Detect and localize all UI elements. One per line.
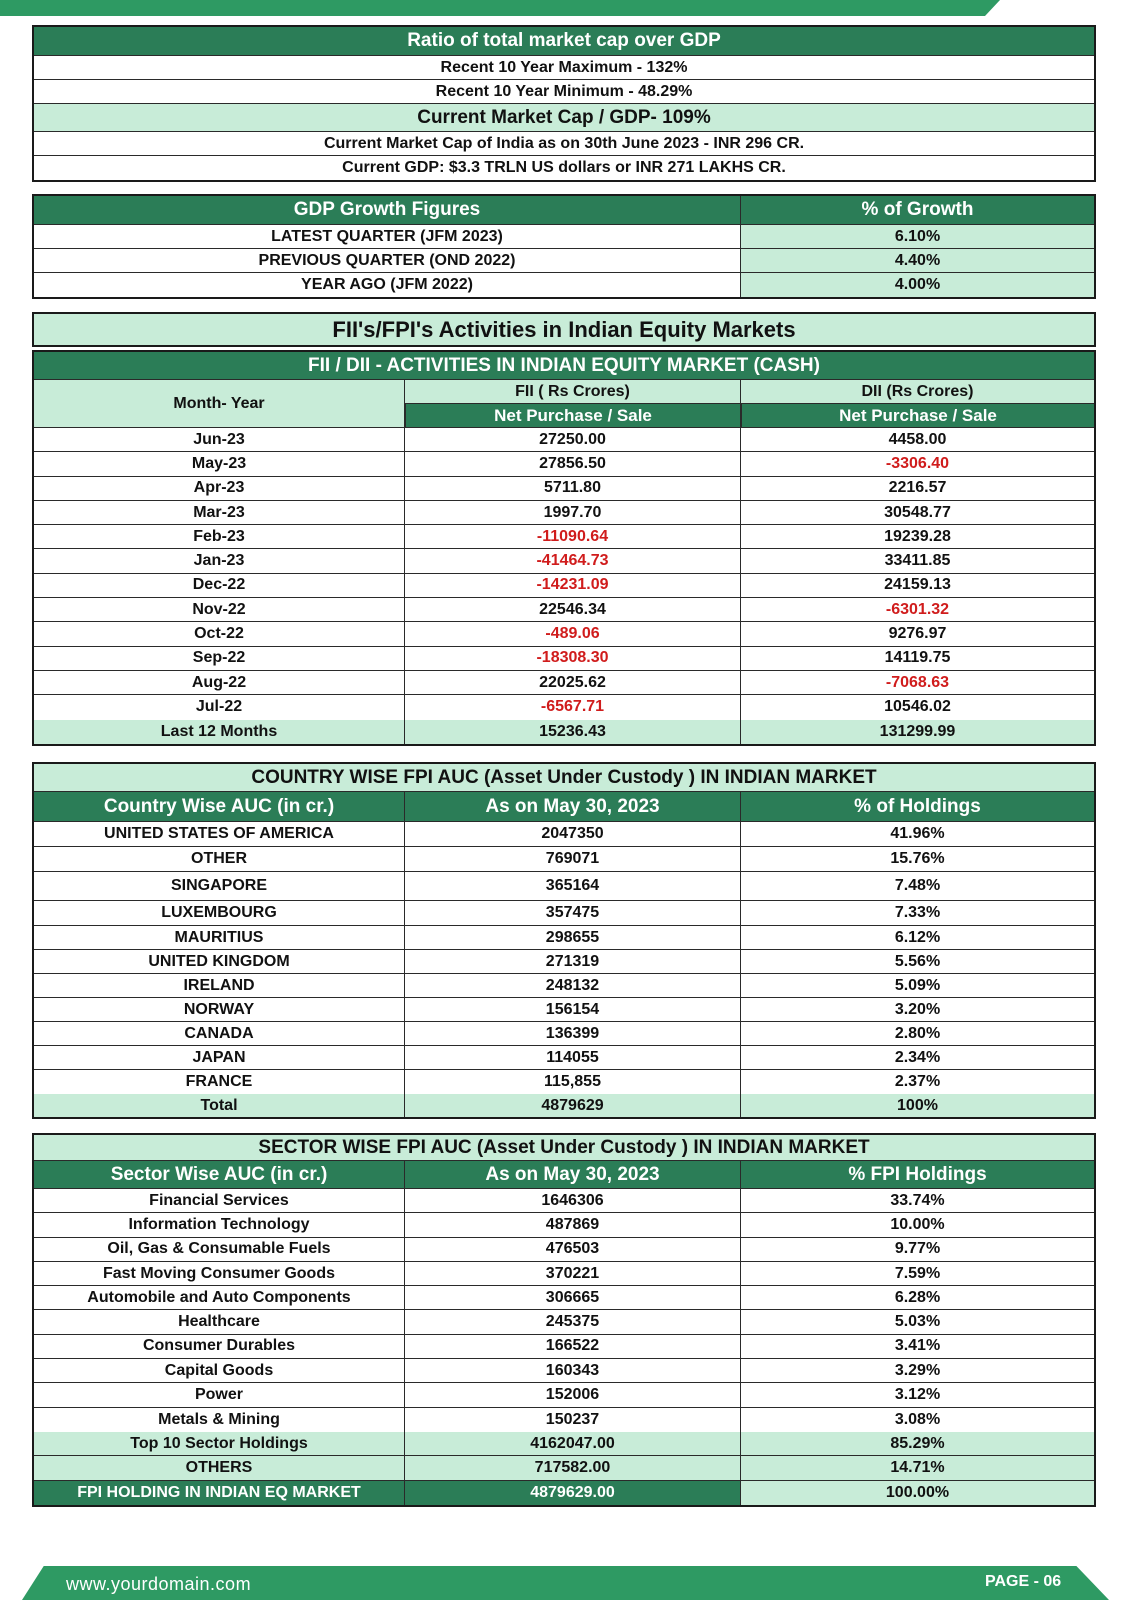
fii-value-cell: -14231.09 bbox=[404, 574, 740, 597]
fii-row bbox=[34, 501, 1094, 525]
country-auc-cell: 2047350 bbox=[404, 822, 740, 846]
fii-value-cell: -18308.30 bbox=[404, 647, 740, 670]
country-name-cell: UNITED STATES OF AMERICA bbox=[104, 825, 334, 842]
sector-pct-cell: 3.08% bbox=[740, 1408, 1094, 1432]
fii-row bbox=[34, 428, 1094, 452]
country-auc-cell: 136399 bbox=[404, 1022, 740, 1045]
country-total-pct: 100% bbox=[740, 1094, 1094, 1117]
fii-rows bbox=[34, 428, 1094, 720]
country-pct-cell: 5.09% bbox=[740, 974, 1094, 997]
country-pct-cell: 15.76% bbox=[740, 847, 1094, 871]
country-pct-cell: 41.96% bbox=[740, 822, 1094, 846]
sector-pct-cell: 6.28% bbox=[740, 1286, 1094, 1309]
month-cell: Aug-22 bbox=[191, 673, 247, 691]
sector-auc-cell: 166522 bbox=[404, 1335, 740, 1358]
sector-pct-cell: 3.29% bbox=[740, 1359, 1094, 1382]
gdp-header-label: GDP Growth Figures bbox=[34, 196, 740, 224]
country-row bbox=[34, 1046, 1094, 1070]
gdp-row-label: LATEST QUARTER (JFM 2023) bbox=[271, 227, 503, 245]
sector-pct-cell: 3.12% bbox=[740, 1383, 1094, 1406]
sector-row bbox=[34, 1286, 1094, 1310]
sector-summary-value: 4879629.00 bbox=[404, 1481, 740, 1505]
country-row bbox=[34, 998, 1094, 1022]
sector-name-cell: Financial Services bbox=[149, 1191, 289, 1209]
footer-url[interactable]: www.yourdomain.com bbox=[66, 1574, 252, 1594]
country-name-cell: UNITED KINGDOM bbox=[148, 952, 290, 970]
gdp-row-value: 4.00% bbox=[740, 273, 1094, 297]
dii-value-cell: 2216.57 bbox=[740, 477, 1094, 500]
country-total-label: Total bbox=[34, 1094, 404, 1117]
sector-title: SECTOR WISE FPI AUC (Asset Under Custody ) IN INDIAN MARKET bbox=[34, 1135, 1094, 1160]
fii-row bbox=[34, 671, 1094, 695]
month-cell: May-23 bbox=[191, 454, 247, 472]
sector-name-cell: Power bbox=[194, 1386, 243, 1404]
country-pct-cell: 3.20% bbox=[740, 998, 1094, 1021]
sector-auc-cell: 476503 bbox=[404, 1238, 740, 1261]
sector-auc-cell: 370221 bbox=[404, 1262, 740, 1285]
country-pct-cell: 7.48% bbox=[740, 872, 1094, 900]
sector-row bbox=[34, 1189, 1094, 1213]
country-auc-cell: 156154 bbox=[404, 998, 740, 1021]
country-row bbox=[34, 1022, 1094, 1046]
country-name-cell: CANADA bbox=[184, 1024, 254, 1042]
country-name-cell: IRELAND bbox=[183, 976, 255, 994]
country-auc-cell: 114055 bbox=[404, 1046, 740, 1069]
dii-value-cell: 4458.00 bbox=[740, 428, 1094, 451]
month-cell: Jul-22 bbox=[195, 698, 243, 716]
country-auc-cell: 357475 bbox=[404, 901, 740, 925]
dii-header-group bbox=[740, 380, 1094, 427]
sector-row bbox=[34, 1408, 1094, 1432]
country-row bbox=[34, 872, 1094, 901]
dii-value-cell: -3306.40 bbox=[740, 452, 1094, 475]
fii-header: FII ( Rs Crores) bbox=[405, 380, 740, 404]
sector-name-cell: Capital Goods bbox=[164, 1361, 274, 1379]
dii-value-cell: 14119.75 bbox=[740, 647, 1094, 670]
fii-row bbox=[34, 647, 1094, 671]
sector-pct-cell: 3.41% bbox=[740, 1335, 1094, 1358]
fii-dii-table bbox=[32, 350, 1096, 746]
fii-value-cell: -489.06 bbox=[404, 622, 740, 645]
gdp-row bbox=[34, 249, 1094, 273]
country-auc-cell: 365164 bbox=[404, 872, 740, 900]
dii-total-value: 131299.99 bbox=[740, 720, 1094, 744]
sector-summary-label: Top 10 Sector Holdings bbox=[34, 1432, 404, 1455]
country-pct-cell: 5.56% bbox=[740, 950, 1094, 973]
fii-value-cell: -11090.64 bbox=[404, 525, 740, 548]
ratio-min-row bbox=[34, 80, 1094, 104]
country-total-value: 4879629 bbox=[404, 1094, 740, 1117]
fii-row bbox=[34, 695, 1094, 719]
month-cell: Oct-22 bbox=[194, 625, 244, 643]
month-cell: Apr-23 bbox=[193, 479, 245, 497]
month-cell: Jun-23 bbox=[193, 430, 245, 448]
sector-title-row bbox=[34, 1135, 1094, 1161]
country-total-row bbox=[34, 1094, 1094, 1117]
country-auc-cell: 271319 bbox=[404, 950, 740, 973]
fii-value-cell: 22025.62 bbox=[404, 671, 740, 694]
ratio-max: Recent 10 Year Maximum - 132% bbox=[440, 58, 688, 76]
fii-row bbox=[34, 477, 1094, 501]
dii-value-cell: 10546.02 bbox=[740, 695, 1094, 719]
country-name-cell: MAURITIUS bbox=[174, 928, 264, 946]
country-rows bbox=[34, 822, 1094, 1094]
sector-summary-pct: 14.71% bbox=[740, 1456, 1094, 1479]
month-cell: Jan-23 bbox=[193, 552, 245, 570]
sector-header-name: Sector Wise AUC (in cr.) bbox=[34, 1161, 404, 1188]
country-name-cell: JAPAN bbox=[192, 1048, 246, 1066]
top-accent-bar bbox=[0, 0, 1000, 16]
sector-pct-cell: 5.03% bbox=[740, 1310, 1094, 1333]
dii-value-cell: 30548.77 bbox=[740, 501, 1094, 524]
country-row bbox=[34, 974, 1094, 998]
sector-row bbox=[34, 1213, 1094, 1237]
fii-value-cell: -41464.73 bbox=[404, 549, 740, 572]
gdp-row-value: 4.40% bbox=[740, 249, 1094, 272]
country-auc-cell: 769071 bbox=[404, 847, 740, 871]
country-auc-table bbox=[32, 762, 1096, 1119]
sector-summary-row bbox=[34, 1456, 1094, 1480]
fii-total-label: Last 12 Months bbox=[34, 720, 404, 744]
market-cap-gdp-box bbox=[32, 25, 1096, 182]
fii-total-row bbox=[34, 720, 1094, 744]
fii-section-title-row bbox=[34, 314, 1094, 345]
ratio-title-row bbox=[34, 27, 1094, 56]
ratio-current-row bbox=[34, 104, 1094, 132]
country-name-cell: SINGAPORE bbox=[170, 877, 267, 894]
sector-name-cell: Healthcare bbox=[178, 1313, 260, 1331]
fii-row bbox=[34, 622, 1094, 646]
fii-value-cell: -6567.71 bbox=[404, 695, 740, 719]
sector-row bbox=[34, 1310, 1094, 1334]
sector-rows bbox=[34, 1189, 1094, 1432]
fii-header-row bbox=[34, 380, 1094, 428]
gdp-row-value: 6.10% bbox=[740, 225, 1094, 248]
dii-value-cell: 19239.28 bbox=[740, 525, 1094, 548]
dii-value-cell: 33411.85 bbox=[740, 549, 1094, 572]
sector-name-cell: Consumer Durables bbox=[142, 1337, 296, 1355]
country-row bbox=[34, 847, 1094, 872]
ratio-gdp-row bbox=[34, 156, 1094, 180]
dii-header: DII (Rs Crores) bbox=[741, 380, 1094, 404]
country-name-cell: LUXEMBOURG bbox=[161, 904, 277, 921]
fii-section-title: FII's/FPI's Activities in Indian Equity Markets bbox=[34, 314, 1094, 345]
fii-total-value: 15236.43 bbox=[404, 720, 740, 744]
sector-row bbox=[34, 1335, 1094, 1359]
fii-row bbox=[34, 598, 1094, 622]
country-pct-cell: 7.33% bbox=[740, 901, 1094, 925]
country-title: COUNTRY WISE FPI AUC (Asset Under Custody ) IN INDIAN MARKET bbox=[34, 764, 1094, 791]
gdp-header-row bbox=[34, 196, 1094, 225]
sector-header-date: As on May 30, 2023 bbox=[404, 1161, 740, 1188]
sector-header-pct: % FPI Holdings bbox=[740, 1161, 1094, 1188]
sector-name-cell: Information Technology bbox=[128, 1215, 310, 1233]
fii-value-cell: 1997.70 bbox=[404, 501, 740, 524]
ratio-max-row bbox=[34, 56, 1094, 80]
ratio-market-cap-row bbox=[34, 132, 1094, 156]
sector-name-cell: Metals & Mining bbox=[158, 1410, 280, 1428]
gdp-row-label: YEAR AGO (JFM 2022) bbox=[301, 276, 473, 293]
sector-summary-pct: 85.29% bbox=[740, 1432, 1094, 1455]
fii-title-row bbox=[34, 352, 1094, 380]
country-header-pct: % of Holdings bbox=[740, 792, 1094, 821]
sector-summary-label: FPI HOLDING IN INDIAN EQ MARKET bbox=[34, 1481, 404, 1505]
country-auc-cell: 248132 bbox=[404, 974, 740, 997]
country-name-cell: FRANCE bbox=[185, 1073, 253, 1090]
country-header-date: As on May 30, 2023 bbox=[404, 792, 740, 821]
sector-auc-cell: 160343 bbox=[404, 1359, 740, 1382]
fii-header-group bbox=[404, 380, 740, 427]
country-header-row bbox=[34, 792, 1094, 822]
country-row bbox=[34, 901, 1094, 926]
sector-name-cell: Automobile and Auto Components bbox=[87, 1288, 351, 1306]
country-row bbox=[34, 926, 1094, 950]
country-header-name: Country Wise AUC (in cr.) bbox=[34, 792, 404, 821]
fii-value-cell: 22546.34 bbox=[404, 598, 740, 621]
month-cell: Nov-22 bbox=[192, 600, 246, 618]
month-cell: Dec-22 bbox=[192, 576, 246, 594]
country-auc-cell: 298655 bbox=[404, 926, 740, 949]
sector-summary-label: OTHERS bbox=[34, 1456, 404, 1479]
sector-pct-cell: 33.74% bbox=[740, 1189, 1094, 1212]
country-name-cell: NORWAY bbox=[183, 1000, 255, 1018]
fii-value-cell: 5711.80 bbox=[404, 477, 740, 500]
sector-auc-cell: 152006 bbox=[404, 1383, 740, 1406]
page-number: PAGE - 06 bbox=[985, 1573, 1062, 1590]
fii-value-cell: 27250.00 bbox=[404, 428, 740, 451]
sector-pct-cell: 10.00% bbox=[740, 1213, 1094, 1236]
sector-header-row bbox=[34, 1161, 1094, 1189]
fii-section-title-box bbox=[32, 312, 1096, 347]
sector-row bbox=[34, 1238, 1094, 1262]
dii-value-cell: -7068.63 bbox=[740, 671, 1094, 694]
sector-summary bbox=[34, 1432, 1094, 1505]
gdp-header-value: % of Growth bbox=[740, 196, 1094, 224]
country-title-row bbox=[34, 764, 1094, 792]
ratio-current: Current Market Cap / GDP- 109% bbox=[34, 104, 1094, 131]
fii-row bbox=[34, 549, 1094, 573]
sector-auc-cell: 1646306 bbox=[404, 1189, 740, 1212]
month-cell: Mar-23 bbox=[193, 503, 245, 521]
sector-auc-cell: 150237 bbox=[404, 1408, 740, 1432]
sector-summary-pct: 100.00% bbox=[740, 1481, 1094, 1505]
country-name-cell: OTHER bbox=[191, 850, 247, 867]
sector-pct-cell: 9.77% bbox=[740, 1238, 1094, 1261]
gdp-row-label: PREVIOUS QUARTER (OND 2022) bbox=[258, 251, 516, 269]
gdp-growth-box bbox=[32, 194, 1096, 299]
country-pct-cell: 2.37% bbox=[740, 1070, 1094, 1094]
sector-summary-value: 4162047.00 bbox=[404, 1432, 740, 1455]
sector-row bbox=[34, 1262, 1094, 1286]
country-row bbox=[34, 822, 1094, 847]
dii-value-cell: 9276.97 bbox=[740, 622, 1094, 645]
sector-summary-value: 717582.00 bbox=[404, 1456, 740, 1479]
country-auc-cell: 115,855 bbox=[404, 1070, 740, 1094]
dii-value-cell: -6301.32 bbox=[740, 598, 1094, 621]
country-pct-cell: 2.80% bbox=[740, 1022, 1094, 1045]
sector-auc-cell: 487869 bbox=[404, 1213, 740, 1236]
sector-summary-row bbox=[34, 1481, 1094, 1505]
fii-title: FII / DII - ACTIVITIES IN INDIAN EQUITY MARKET (CASH) bbox=[34, 352, 1094, 379]
fii-subheader: Net Purchase / Sale bbox=[405, 404, 740, 427]
fii-row bbox=[34, 452, 1094, 476]
ratio-gdp: Current GDP: $3.3 TRLN US dollars or INR 271 LAKHS CR. bbox=[342, 159, 786, 176]
month-cell: Sep-22 bbox=[192, 649, 246, 667]
country-pct-cell: 6.12% bbox=[740, 926, 1094, 949]
fii-value-cell: 27856.50 bbox=[404, 452, 740, 475]
country-row bbox=[34, 1070, 1094, 1094]
sector-auc-cell: 245375 bbox=[404, 1310, 740, 1333]
sector-row bbox=[34, 1383, 1094, 1407]
sector-name-cell: Oil, Gas & Consumable Fuels bbox=[107, 1240, 331, 1258]
month-cell: Feb-23 bbox=[193, 527, 245, 545]
sector-pct-cell: 7.59% bbox=[740, 1262, 1094, 1285]
gdp-row bbox=[34, 225, 1094, 249]
dii-subheader: Net Purchase / Sale bbox=[741, 404, 1094, 427]
dii-value-cell: 24159.13 bbox=[740, 574, 1094, 597]
fii-row bbox=[34, 574, 1094, 598]
gdp-row bbox=[34, 273, 1094, 297]
fii-row bbox=[34, 525, 1094, 549]
ratio-title: Ratio of total market cap over GDP bbox=[34, 27, 1094, 55]
sector-row bbox=[34, 1359, 1094, 1383]
sector-name-cell: Fast Moving Consumer Goods bbox=[102, 1264, 335, 1282]
ratio-market-cap: Current Market Cap of India as on 30th June 2023 - INR 296 CR. bbox=[323, 134, 805, 152]
sector-auc-table bbox=[32, 1133, 1096, 1507]
month-year-header: Month- Year bbox=[34, 380, 404, 427]
sector-auc-cell: 306665 bbox=[404, 1286, 740, 1309]
country-pct-cell: 2.34% bbox=[740, 1046, 1094, 1069]
country-row bbox=[34, 950, 1094, 974]
sector-summary-row bbox=[34, 1432, 1094, 1456]
ratio-min: Recent 10 Year Minimum - 48.29% bbox=[435, 82, 693, 100]
